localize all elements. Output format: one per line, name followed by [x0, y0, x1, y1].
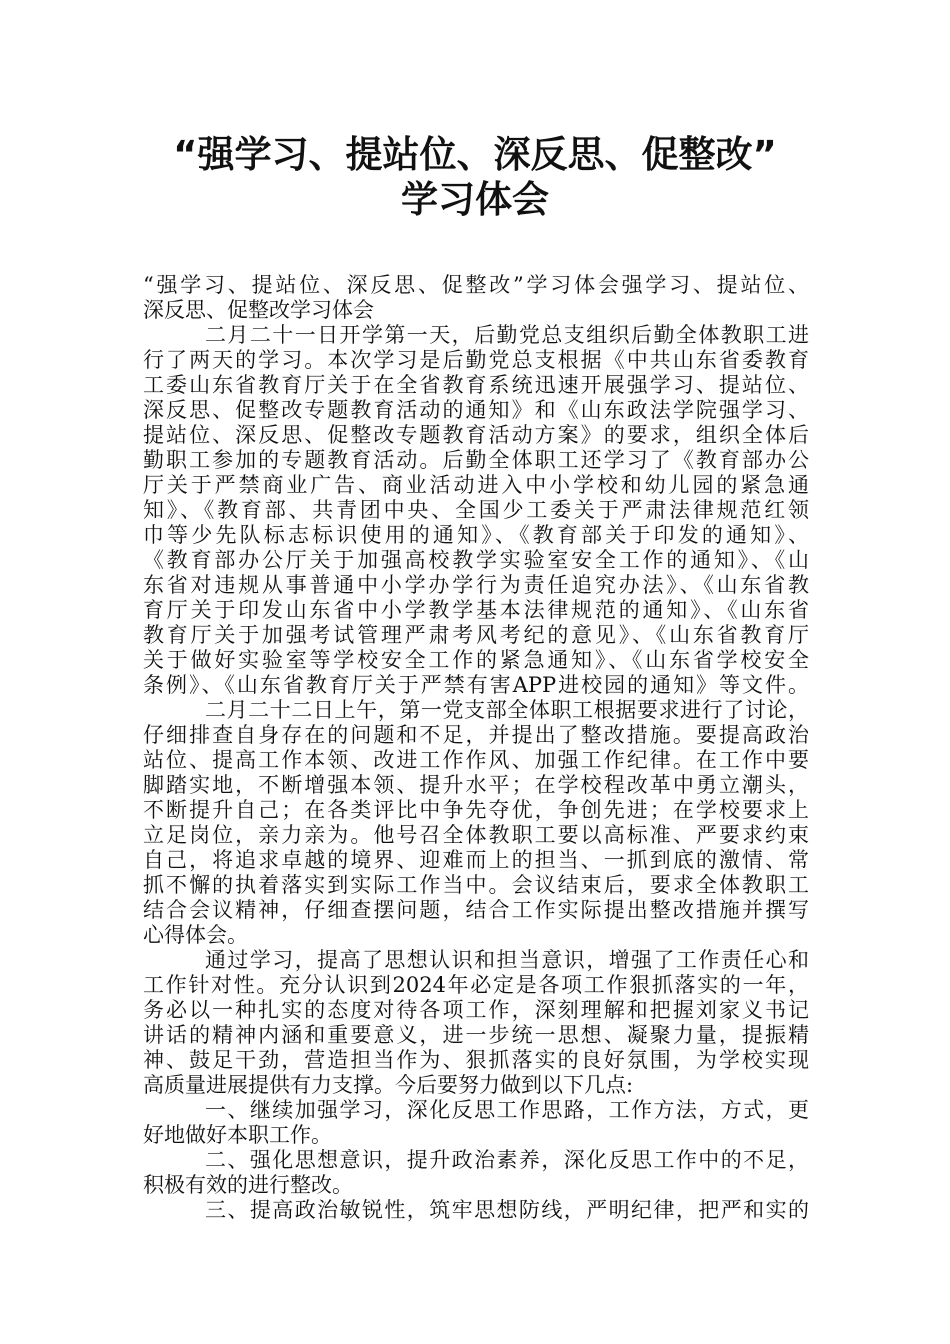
paragraph-point-2	[143, 1148, 809, 1198]
text-line: 不断提升自己；在各类评比中争先夺优，争创先进；在学校要求上	[143, 798, 809, 822]
text-line: 务必以一种扎实的态度对待各项工作，深刻理解和把握刘家义书记	[143, 998, 809, 1022]
text-line: 深反思、促整改学习体会	[143, 298, 374, 322]
document-body	[143, 273, 809, 1223]
document-title	[0, 132, 950, 222]
paragraph-study-content	[143, 323, 809, 698]
paragraph-intro	[143, 273, 809, 323]
text-line: 二、强化思想意识，提升政治素养，深化反思工作中的不足，	[205, 1148, 809, 1172]
title-line-1: “强学习、提站位、深反思、促整改”	[173, 133, 777, 176]
text-line: 《教育部办公厅关于加强高校教学实验室安全工作的通知》、《山	[143, 548, 809, 572]
text-line: 深反思、促整改专题教育活动的通知》和《山东政法学院强学习、	[143, 398, 809, 422]
text-line: 脚踏实地，不断增强本领、提升水平；在学校程改革中勇立潮头，	[143, 773, 809, 797]
text-line: 好地做好本职工作。	[143, 1123, 332, 1147]
text-line: 结合会议精神，仔细查摆问题，结合工作实际提出整改措施并撰写	[143, 898, 809, 922]
text-line: 勤职工参加的专题教育活动。后勤全体职工还学习了《教育部办公	[143, 448, 809, 472]
paragraph-reflection	[143, 948, 809, 1098]
text-line: 知》、《教育部、共青团中央、全国少工委关于严肃法律规范红领	[143, 498, 809, 522]
text-line: 行了两天的学习。本次学习是后勤党总支根据《中共山东省委教育	[143, 348, 809, 372]
text-line: 一、继续加强学习，深化反思工作思路，工作方法，方式，更	[205, 1098, 809, 1122]
text-line: 工委山东省教育厅关于在全省教育系统迅速开展强学习、提站位、	[143, 373, 809, 397]
text-line: 提站位、深反思、促整改专题教育活动方案》的要求，组织全体后	[143, 423, 809, 447]
text-line: 巾等少先队标志标识使用的通知》、《教育部关于印发的通知》、	[143, 523, 809, 547]
text-line: 仔细排查自身存在的问题和不足，并提出了整改措施。要提高政治	[143, 723, 809, 747]
text-line: 关于做好实验室等学校安全工作的紧急通知》、《山东省学校安全	[143, 648, 809, 672]
text-line: 立足岗位，亲力亲为。他号召全体教职工要以高标准、严要求约束	[143, 823, 809, 847]
text-line: 讲话的精神内涵和重要意义，进一步统一思想、凝聚力量，提振精	[143, 1023, 809, 1047]
text-line: 神、鼓足干劲，营造担当作为、狠抓落实的良好氛围，为学校实现	[143, 1048, 809, 1072]
paragraph-discussion	[143, 698, 809, 948]
title-line-2: 学习体会	[401, 178, 549, 221]
text-line: 心得体会。	[143, 923, 248, 947]
text-line: “强学习、提站位、深反思、促整改”学习体会强学习、提站位、	[143, 273, 809, 297]
text-line: 东省对违规从事普通中小学办学行为责任追究办法》、《山东省教	[143, 573, 809, 597]
text-line: 三、提高政治敏锐性，筑牢思想防线，严明纪律，把严和实的	[205, 1198, 809, 1222]
paragraph-point-3	[143, 1198, 809, 1223]
text-line: 条例》、《山东省教育厅关于严禁有害APP进校园的通知》等文件。	[143, 673, 809, 697]
text-line: 高质量进展提供有力支撑。今后要努力做到以下几点:	[143, 1073, 634, 1097]
text-line: 通过学习，提高了思想认识和担当意识，增强了工作责任心和	[205, 948, 809, 972]
text-line: 自己，将追求卓越的境界、迎难而上的担当、一抓到底的激情、常	[143, 848, 809, 872]
text-line: 工作针对性。充分认识到2024年必定是各项工作狠抓落实的一年，	[143, 973, 809, 997]
text-line: 抓不懈的执着落实到实际工作当中。会议结束后，要求全体教职工	[143, 873, 809, 897]
text-line: 积极有效的进行整改。	[143, 1173, 353, 1197]
text-line: 教育厅关于加强考试管理严肃考风考纪的意见》、《山东省教育厅	[143, 623, 809, 647]
text-line: 厅关于严禁商业广告、商业活动进入中小学校和幼儿园的紧急通	[143, 473, 809, 497]
text-line: 二月二十一日开学第一天，后勤党总支组织后勤全体教职工进	[205, 323, 809, 347]
text-line: 站位、提高工作本领、改进工作作风、加强工作纪律。在工作中要	[143, 748, 809, 772]
text-line: 二月二十二日上午，第一党支部全体职工根据要求进行了讨论，	[205, 698, 809, 722]
text-line: 育厅关于印发山东省中小学教学基本法律规范的通知》、《山东省	[143, 598, 809, 622]
paragraph-point-1	[143, 1098, 809, 1148]
